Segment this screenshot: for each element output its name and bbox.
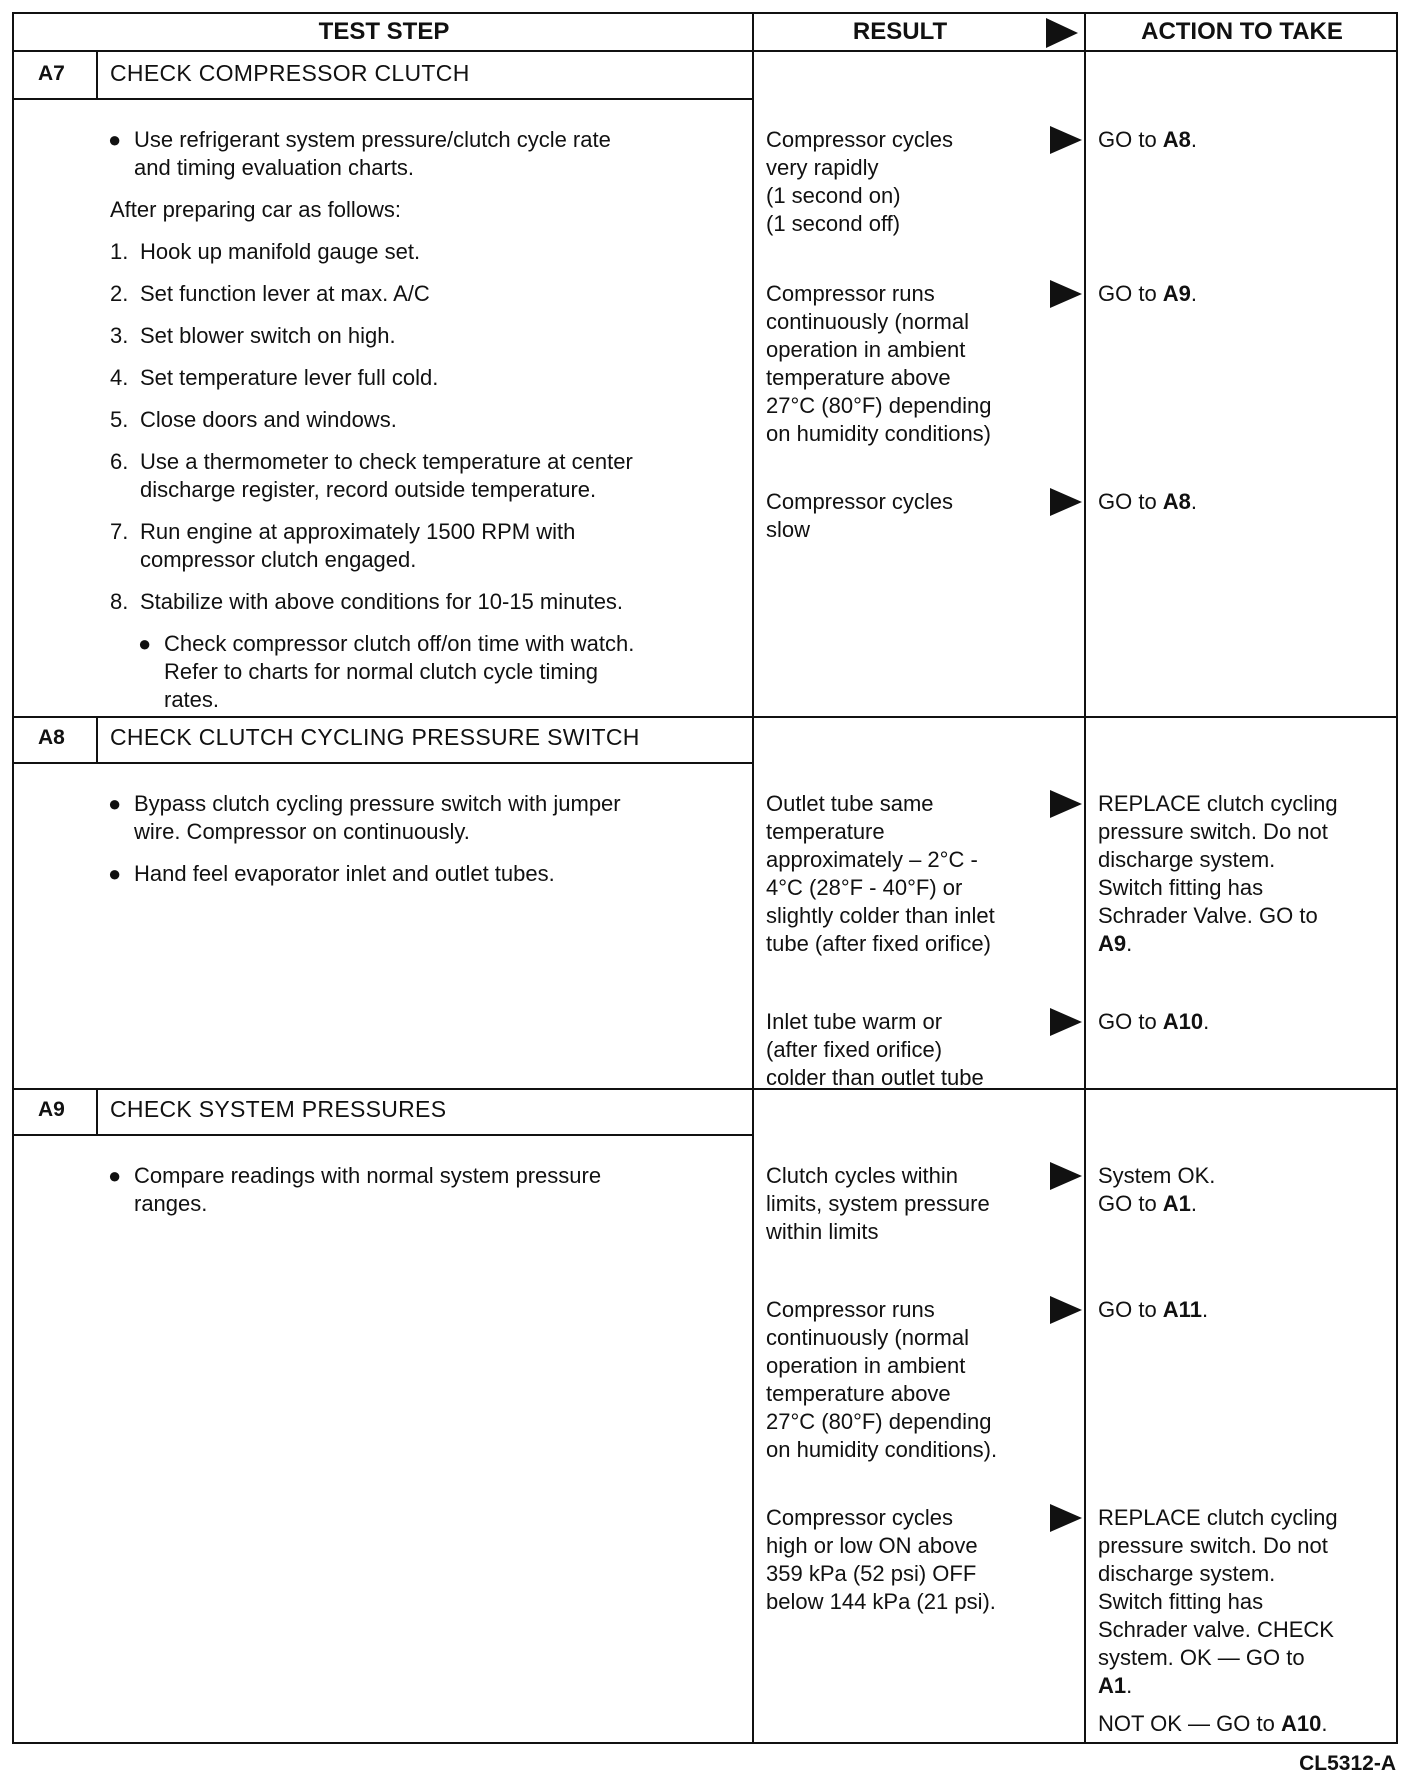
figure-code: CL5312-A — [1299, 1752, 1396, 1775]
a7-result-rapid: Compressor cycles very rapidly (1 second on) (1 second off) — [766, 127, 954, 236]
a7-action-continuous: GO to A9. — [1098, 281, 1198, 306]
a7-step-8: 8. Stabilize with above conditions for 10-15 minutes. — [110, 589, 624, 614]
a8-result-inlet-warm: Inlet tube warm or (after fixed orifice) colder than outlet tube — [766, 1009, 984, 1090]
a8-bullet-bypass: ● Bypass clutch cycling pressure switch with jumper wire. Compressor on continuously. — [108, 791, 621, 844]
a7-step-3: 3. Set blower switch on high. — [110, 323, 396, 348]
a7-result-rapid-arrow-icon — [1050, 126, 1082, 154]
header-result-label: RESULT — [852, 18, 948, 45]
a8-action-replace-switch: REPLACE clutch cycling pressure switch. Do not discharge system. Switch fitting has Schrader Valve. GO to A9. — [1098, 791, 1338, 956]
a7-step-id: A7 — [38, 62, 65, 85]
header-result — [754, 14, 1086, 52]
a9-action-system-ok: System OK. GO to A1. — [1098, 1163, 1216, 1216]
a7-result-continuous: Compressor runs continuously (normal operation in ambient temperature above 27°C (80°F) depending on humidity conditions) — [766, 281, 992, 446]
header-action: ACTION TO TAKE — [1086, 14, 1398, 52]
a9-result-continuous: Compressor runs continuously (normal operation in ambient temperature above 27°C (80°F) depending on humidity conditions). — [766, 1297, 998, 1462]
a7-id-divider — [96, 52, 98, 98]
a7-bullet-charts-line1: Use refrigerant system pressure/clutch cycle rate — [134, 127, 611, 152]
a8-action-inlet: GO to A10. — [1098, 1009, 1210, 1034]
a9-title-underline — [14, 1134, 754, 1136]
a9-step-title: CHECK SYSTEM PRESSURES — [110, 1096, 447, 1122]
a9-result-within-limits: Clutch cycles within limits, system pressure within limits — [766, 1163, 990, 1244]
a7-step-4: 4. Set temperature lever full cold. — [110, 365, 439, 390]
a7-step-6: 6. Use a thermometer to check temperature at center discharge register, record outside temperature. — [110, 449, 633, 502]
a7-result-continuous-arrow-icon — [1050, 280, 1082, 308]
a9-result-cycles-high-low: Compressor cycles high or low ON above 359 kPa (52 psi) OFF below 144 kPa (21 psi). — [766, 1505, 996, 1614]
a7-bullet-charts-line2: and timing evaluation charts. — [134, 155, 415, 180]
a9-result-within-arrow-icon — [1050, 1162, 1082, 1190]
a7-step-1: 1. Hook up manifold gauge set. — [110, 239, 421, 264]
a8-result-outlet-same: Outlet tube same temperature approximately – 2°C - 4°C (28°F - 40°F) or slightly colder than inlet tube (after fixed orifice) — [766, 791, 995, 956]
a8-title-underline — [14, 762, 754, 764]
a8-result-outlet-arrow-icon — [1050, 790, 1082, 818]
a8-step-id: A8 — [38, 726, 65, 749]
a9-action-replace-switch: REPLACE clutch cycling pressure switch. Do not discharge system. Switch fitting has Schrader valve. CHECK system. OK — GO to A1. NOT OK — GO to A10. — [1098, 1505, 1338, 1736]
a7-step-title: CHECK COMPRESSOR CLUTCH — [110, 60, 470, 86]
troubleshooting-table — [12, 12, 1398, 1744]
a8-bullet-hand-feel: ● Hand feel evaporator inlet and outlet tubes. — [108, 861, 555, 886]
a7-sub-bullet-watch: ● Check compressor clutch off/on time with watch. Refer to charts for normal clutch cycle timing rates. — [138, 631, 635, 712]
a8-result-inlet-arrow-icon — [1050, 1008, 1082, 1036]
a7-step-5: 5. Close doors and windows. — [110, 407, 397, 432]
a7-title-underline — [14, 98, 754, 100]
a8-step-title: CHECK CLUTCH CYCLING PRESSURE SWITCH — [110, 724, 640, 750]
a9-result-cycles-arrow-icon — [1050, 1504, 1082, 1532]
a7-step-7: 7. Run engine at approximately 1500 RPM with compressor clutch engaged. — [110, 519, 576, 572]
a9-bullet-compare: ● Compare readings with normal system pressure ranges. — [108, 1163, 602, 1216]
a7-action-rapid: GO to A8. — [1098, 127, 1198, 152]
a9-id-divider — [96, 1088, 98, 1134]
header-arrow-icon — [1046, 18, 1078, 48]
header-test-step: TEST STEP — [14, 14, 754, 52]
a7-result-slow: Compressor cycles slow — [766, 489, 954, 542]
a7-action-slow: GO to A8. — [1098, 489, 1198, 514]
a7-intro: After preparing car as follows: — [110, 197, 402, 222]
a9-result-continuous-arrow-icon — [1050, 1296, 1082, 1324]
a9-step-id: A9 — [38, 1098, 65, 1121]
a8-section-top — [14, 716, 1396, 718]
a9-action-continuous: GO to A11. — [1098, 1297, 1209, 1322]
divider-result-column — [752, 14, 754, 1742]
a7-bullet-charts: ● Use refrigerant system pressure/clutch cycle rate and timing evaluation charts. — [108, 127, 611, 180]
a7-step-2: 2. Set function lever at max. A/C — [110, 281, 430, 306]
a7-result-slow-arrow-icon — [1050, 488, 1082, 516]
a9-section-top — [14, 1088, 1396, 1090]
divider-action-column — [1084, 14, 1086, 1742]
a8-id-divider — [96, 716, 98, 762]
